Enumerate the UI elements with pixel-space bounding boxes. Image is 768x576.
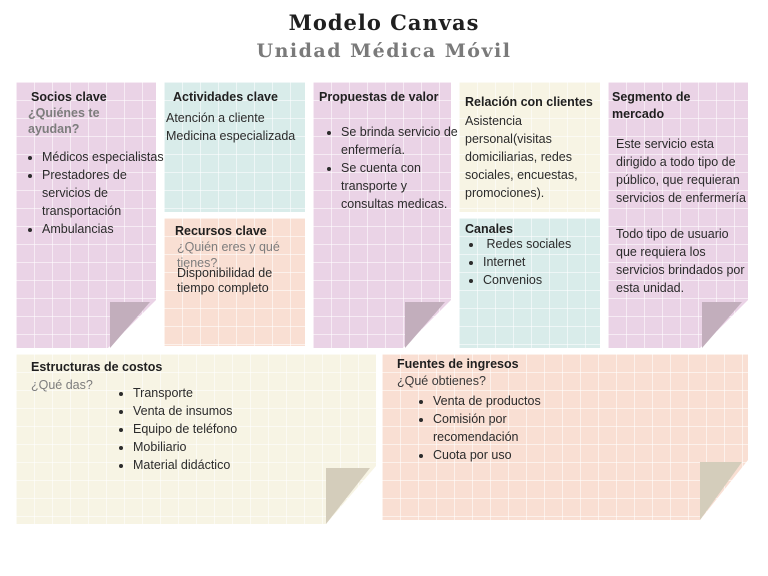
segmento-heading: Segmento de mercado	[612, 90, 691, 121]
page-subtitle: Unidad Médica Móvil	[256, 40, 512, 62]
ingresos-question: ¿Qué obtienes?	[397, 374, 486, 388]
page-curl-shadow	[405, 302, 445, 348]
costos-question: ¿Qué das?	[31, 378, 93, 392]
card-socios-clave	[16, 82, 164, 348]
actividades-heading: Actividades clave	[173, 90, 278, 104]
socios-item: • Prestadores de servicios de transportación	[42, 166, 166, 220]
canales-item: • Internet	[483, 253, 611, 271]
card-segmento-mercado	[608, 82, 748, 348]
card-estructura-costos	[16, 354, 376, 524]
ingresos-item: • Comisión por recomendación	[433, 410, 543, 446]
actividades-line: Medicina especializada	[166, 129, 296, 143]
card-recursos-clave	[164, 218, 305, 346]
canales-list	[467, 235, 611, 289]
ingresos-item: • Cuota por uso	[433, 446, 543, 464]
costos-item: • Equipo de teléfono	[133, 420, 263, 438]
socios-question: ¿Quiénes te ayudan?	[28, 106, 100, 136]
card-propuestas-valor	[313, 82, 458, 348]
costos-item: • Venta de insumos	[133, 402, 263, 420]
relacion-body: Asistencia personal(visitas domiciliarias, redes sociales, encuestas, promociones).	[465, 114, 578, 200]
segmento-line: Todo tipo de usuario que requiera los servicios brindados por esta unidad.	[616, 227, 745, 295]
card-canales	[459, 218, 600, 348]
recursos-heading: Recursos clave	[175, 224, 267, 238]
ingresos-heading: Fuentes de ingresos	[397, 357, 519, 371]
propuestas-heading: Propuestas de valor	[319, 90, 439, 104]
costos-heading: Estructuras de costos	[31, 360, 163, 374]
costos-item: • Mobiliario	[133, 438, 263, 456]
canales-heading: Canales	[465, 222, 513, 236]
card-relacion-clientes	[459, 82, 600, 212]
relacion-heading: Relación con clientes	[465, 95, 593, 109]
page-curl-shadow	[700, 462, 742, 520]
page-curl-shadow	[326, 468, 370, 524]
costos-list	[117, 384, 263, 474]
costos-item: • Transporte	[133, 384, 263, 402]
recursos-body: Disponibilidad de tiempo completo	[177, 266, 273, 295]
card-fuentes-ingresos	[382, 354, 748, 520]
card-actividades-clave	[164, 82, 305, 212]
ingresos-item: • Venta de productos	[433, 392, 543, 410]
ingresos-list	[417, 392, 543, 464]
page-curl-shadow	[110, 302, 150, 348]
canales-item: • Redes sociales	[483, 235, 611, 253]
page-title: Modelo Canvas	[288, 10, 480, 35]
page-curl-shadow	[702, 302, 742, 348]
socios-list	[26, 148, 166, 238]
canales-item: • Convenios	[483, 271, 611, 289]
socios-item: • Médicos especialistas	[42, 148, 166, 166]
socios-item: • Ambulancias	[42, 220, 166, 238]
segmento-line: Este servicio esta dirigido a todo tipo de público, que requieran servicios de enfermería	[616, 137, 746, 205]
recursos-question: ¿Quién eres y qué tienes?	[177, 240, 280, 270]
propuestas-list	[325, 123, 461, 213]
actividades-line: Atención a cliente	[166, 111, 265, 125]
propuestas-item: • Se cuenta con transporte y consultas medicas.	[341, 159, 461, 213]
socios-heading: Socios clave	[31, 90, 107, 104]
costos-item: • Material didáctico	[133, 456, 263, 474]
propuestas-item: • Se brinda servicio de enfermería.	[341, 123, 461, 159]
